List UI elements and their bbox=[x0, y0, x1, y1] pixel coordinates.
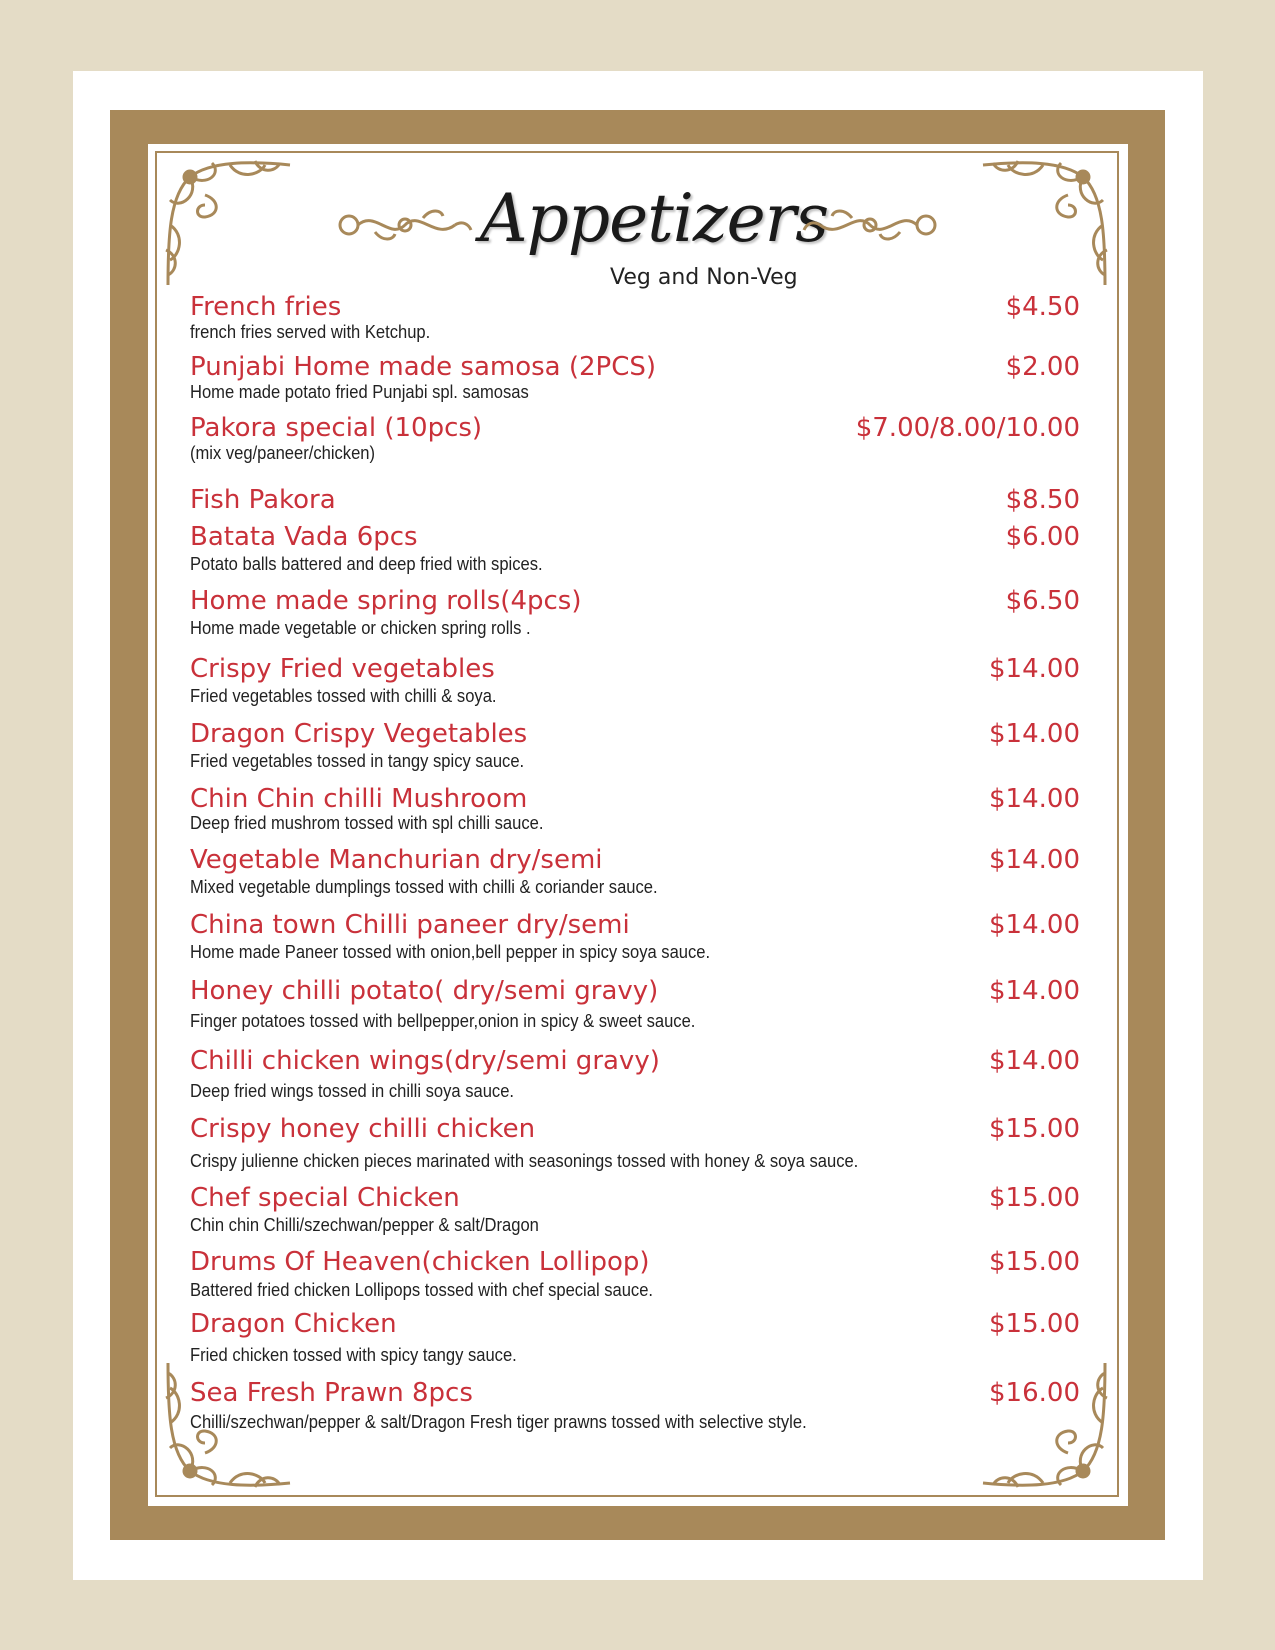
menu-item-description: Finger potatoes tossed with bellpepper,onion in spicy & sweet sauce. bbox=[190, 1011, 696, 1031]
menu-item-price: $15.00 bbox=[989, 1114, 1080, 1144]
menu-item-description: Fried vegetables tossed in tangy spicy sauce. bbox=[190, 751, 525, 771]
menu-item-description: Deep fried mushrom tossed with spl chilli sauce. bbox=[190, 813, 544, 833]
menu-item-name: French fries bbox=[190, 292, 342, 322]
menu-item-name: Crispy Fried vegetables bbox=[190, 654, 495, 684]
menu-item-description: (mix veg/paneer/chicken) bbox=[190, 443, 376, 463]
menu-item-description: Chilli/szechwan/pepper & salt/Dragon Fresh tiger prawns tossed with selective style. bbox=[190, 1412, 807, 1432]
menu-item-price: $14.00 bbox=[989, 1046, 1080, 1076]
menu-item-price: $8.50 bbox=[1005, 485, 1080, 515]
menu-item-description: Battered fried chicken Lollipops tossed with chef special sauce. bbox=[190, 1280, 654, 1300]
menu-item-name: Pakora special (10pcs) bbox=[190, 413, 483, 443]
menu-item-price: $6.50 bbox=[1005, 586, 1080, 616]
menu-item-description: Fried chicken tossed with spicy tangy sauce. bbox=[190, 1345, 517, 1365]
page-title: Appetizers bbox=[480, 180, 829, 257]
menu-item-price: $2.00 bbox=[1005, 352, 1080, 382]
menu-item-name: Home made spring rolls(4pcs) bbox=[190, 586, 582, 616]
corner-flourish-icon bbox=[973, 155, 1113, 295]
menu-item-name: Fish Pakora bbox=[190, 485, 336, 515]
menu-item-price: $7.00/8.00/10.00 bbox=[855, 413, 1080, 443]
menu-item-name: Vegetable Manchurian dry/semi bbox=[190, 845, 603, 875]
menu-item-price: $14.00 bbox=[989, 784, 1080, 814]
menu-item-name: Sea Fresh Prawn 8pcs bbox=[190, 1378, 473, 1408]
menu-item-name: Honey chilli potato( dry/semi gravy) bbox=[190, 976, 659, 1006]
menu-item-description: french fries served with Ketchup. bbox=[190, 322, 431, 342]
menu-item-name: Dragon Chicken bbox=[190, 1309, 397, 1339]
menu-item-description: Mixed vegetable dumplings tossed with chilli & coriander sauce. bbox=[190, 877, 658, 897]
menu-item-price: $14.00 bbox=[989, 976, 1080, 1006]
menu-item-description: Deep fried wings tossed in chilli soya sauce. bbox=[190, 1081, 515, 1101]
menu-item-name: Chef special Chicken bbox=[190, 1183, 460, 1213]
menu-item-price: $15.00 bbox=[989, 1247, 1080, 1277]
menu-item-price: $14.00 bbox=[989, 845, 1080, 875]
menu-item-description: Fried vegetables tossed with chilli & soya. bbox=[190, 686, 497, 706]
menu-item-description: Home made potato fried Punjabi spl. samosas bbox=[190, 382, 529, 402]
menu-header bbox=[330, 180, 950, 290]
menu-item-price: $14.00 bbox=[989, 654, 1080, 684]
menu-item-price: $14.00 bbox=[989, 910, 1080, 940]
menu-item-name: Dragon Crispy Vegetables bbox=[190, 719, 528, 749]
page-subtitle: Veg and Non-Veg bbox=[610, 265, 798, 290]
corner-flourish-icon bbox=[160, 155, 300, 295]
menu-item-name: Chin Chin chilli Mushroom bbox=[190, 784, 528, 814]
menu-item-name: Batata Vada 6pcs bbox=[190, 522, 418, 552]
menu-item-price: $15.00 bbox=[989, 1183, 1080, 1213]
title-flourish-icon bbox=[335, 200, 475, 250]
menu-item-description: Crispy julienne chicken pieces marinated with seasonings tossed with honey & soya sauce. bbox=[190, 1151, 859, 1171]
menu-item-name: Chilli chicken wings(dry/semi gravy) bbox=[190, 1046, 660, 1076]
menu-item-price: $16.00 bbox=[989, 1378, 1080, 1408]
menu-item-description: Home made Paneer tossed with onion,bell pepper in spicy soya sauce. bbox=[190, 942, 711, 962]
menu-item-description: Potato balls battered and deep fried with spices. bbox=[190, 554, 543, 574]
menu-item-name: Punjabi Home made samosa (2PCS) bbox=[190, 352, 657, 382]
menu-item-name: China town Chilli paneer dry/semi bbox=[190, 910, 630, 940]
menu-item-price: $15.00 bbox=[989, 1309, 1080, 1339]
menu-item-description: Home made vegetable or chicken spring rolls . bbox=[190, 618, 531, 638]
menu-item-name: Crispy honey chilli chicken bbox=[190, 1114, 536, 1144]
menu-item-name: Drums Of Heaven(chicken Lollipop) bbox=[190, 1247, 650, 1277]
menu-item-price: $14.00 bbox=[989, 719, 1080, 749]
menu-item-description: Chin chin Chilli/szechwan/pepper & salt/Dragon bbox=[190, 1215, 539, 1235]
menu-item-price: $6.00 bbox=[1005, 522, 1080, 552]
menu-item-price: $4.50 bbox=[1005, 292, 1080, 322]
corner-flourish-icon bbox=[973, 1353, 1113, 1493]
title-flourish-icon bbox=[800, 200, 940, 250]
